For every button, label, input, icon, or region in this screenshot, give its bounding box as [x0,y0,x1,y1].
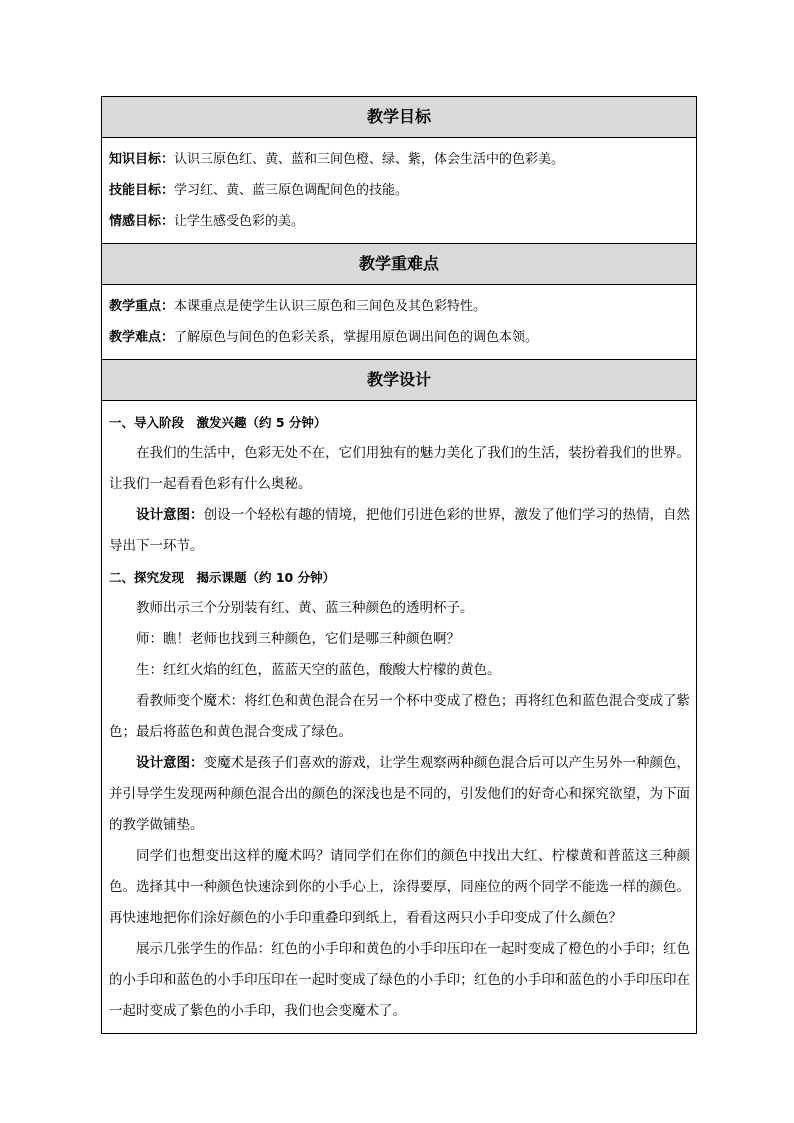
stage2-paragraph-3: 生：红红火焰的红色，蓝蓝天空的蓝色，酸酸大柠檬的黄色。 [136,662,501,678]
design-body [102,401,696,1033]
stage2-intent-text: 变魔术是孩子们喜欢的游戏，让学生观察两种颜色混合后可以产生另外一种颜色，并引导学生发现两种颜色混合出的颜色的深浅也是不同的，引发他们的好奇心和探究欲望，为下面的教学做铺垫。 [109,755,690,833]
stage1-intent [102,500,696,562]
difficulty-label: 教学难点： [109,330,175,345]
stage2-paragraph-2: 师：瞧！老师也找到三种颜色，它们是哪三种颜色啊？ [136,631,460,647]
stage2-intent [102,748,696,841]
key-points-header: 教学重难点 [102,244,696,285]
emotion-objective [102,206,696,237]
skill-label: 技能目标： [109,183,175,198]
objectives-header: 教学目标 [102,97,696,138]
stage1-intent-label: 设计意图： [136,507,204,523]
focus-label: 教学重点： [109,299,175,314]
stage1-intent-text: 创设一个轻松有趣的情境，把他们引进色彩的世界，激发了他们学习的热情，自然导出下一环节。 [109,507,690,554]
design-header: 教学设计 [102,360,696,401]
stage1-paragraph: 在我们的生活中，色彩无处不在，它们用独有的魅力美化了我们的生活，装扮着我们的世界。让我们一起看看色彩有什么奥秘。 [109,445,690,492]
emotion-text: 让学生感受色彩的美。 [174,214,305,229]
key-points-body [102,285,696,360]
stage2-heading: 二、探究发现 揭示课题（约 10 分钟） [109,570,336,585]
emotion-label: 情感目标： [109,214,175,229]
objectives-body [102,138,696,244]
teaching-focus [102,291,696,322]
knowledge-label: 知识目标： [109,152,175,167]
difficulty-text: 了解原色与间色的色彩关系，掌握用原色调出间色的调色本领。 [174,330,539,345]
stage2-paragraph-5: 同学们也想变出这样的魔术吗？请同学们在你们的颜色中找出大红、柠檬黄和普蓝这三种颜色。选择其中一种颜色快速涂到你的小手心上，涂得要厚，同座位的两个同学不能选一样的颜色。再快速地把你们涂好颜色的小手印重叠印到纸上，看看这两只小手印变成了什么颜色？ [109,848,690,926]
stage2-intent-label: 设计意图： [136,755,204,771]
stage1-heading: 一、导入阶段 激发兴趣（约 5 分钟） [109,415,327,430]
knowledge-objective [102,144,696,175]
skill-objective [102,175,696,206]
stage2-paragraph-6: 展示几张学生的作品：红色的小手印和黄色的小手印压印在一起时变成了橙色的小手印；红色的小手印和蓝色的小手印压印在一起时变成了绿色的小手印；红色的小手印和蓝色的小手印压印在一起时变成了紫色的小手印，我们也会变魔术了。 [109,941,690,1019]
stage2-paragraph-4: 看教师变个魔术：将红色和黄色混合在另一个杯中变成了橙色；再将红色和蓝色混合变成了紫色；最后将蓝色和黄色混合变成了绿色。 [109,693,690,740]
lesson-plan-table [101,96,697,1034]
skill-text: 学习红、黄、蓝三原色调配间色的技能。 [174,183,409,198]
stage2-paragraph-1: 教师出示三个分别装有红、黄、蓝三种颜色的透明杯子。 [136,600,474,616]
teaching-difficulty [102,322,696,353]
knowledge-text: 认识三原色红、黄、蓝和三间色橙、绿、紫，体会生活中的色彩美。 [174,152,565,167]
focus-text: 本课重点是使学生认识三原色和三间色及其色彩特性。 [174,299,487,314]
